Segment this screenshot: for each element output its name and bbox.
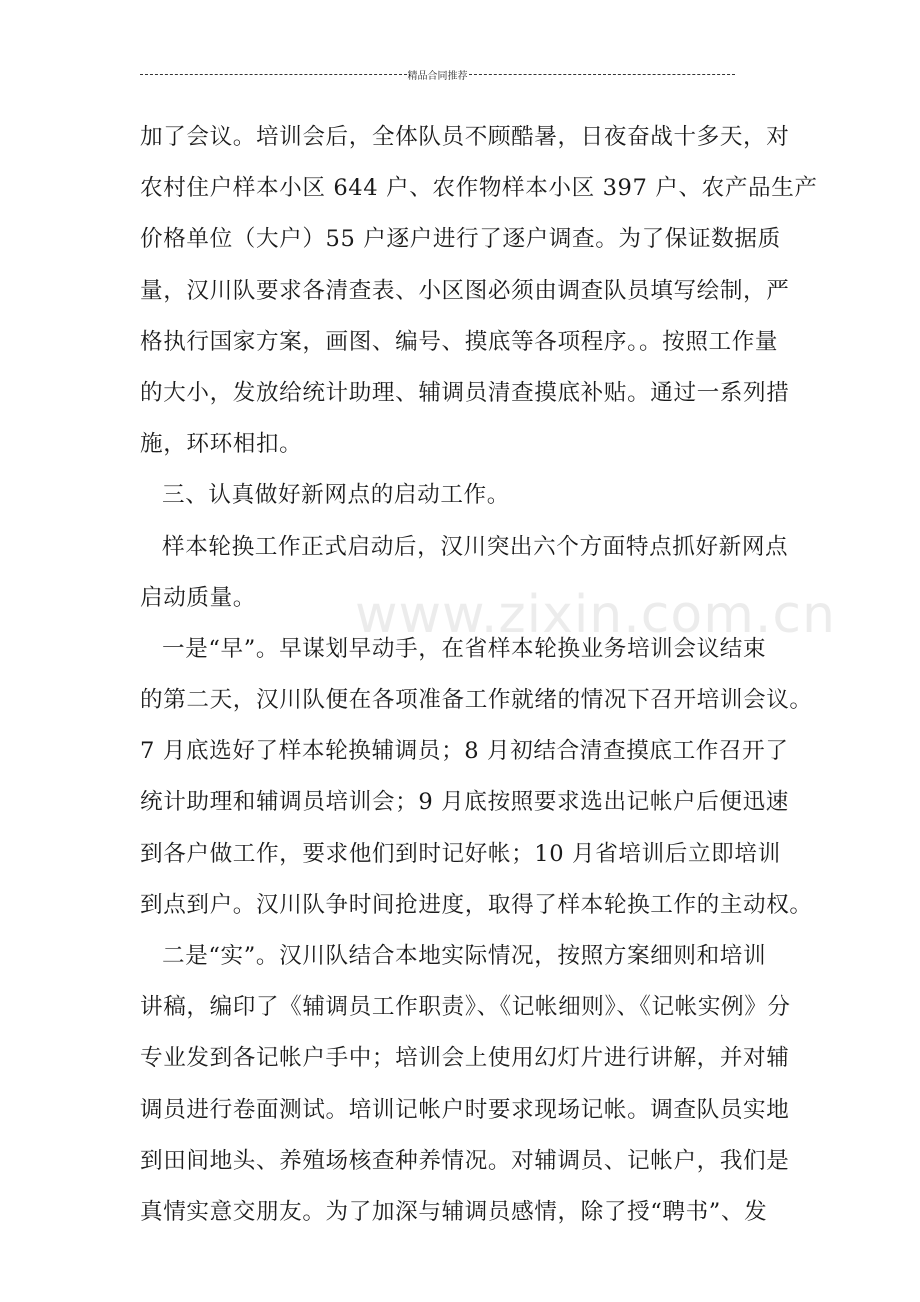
text-line: 价格单位（大户）55 户逐户进行了逐户调查。为了保证数据质: [140, 226, 781, 253]
text-line: 农村住户样本小区 644 户、农作物样本小区 397 户、农产品生产: [140, 175, 818, 202]
text-line: 量，汉川队要求各清查表、小区图必须由调查队员填写绘制，严: [140, 277, 790, 304]
text-line: 三、认真做好新网点的启动工作。: [162, 482, 510, 509]
watermark: www.zixin.com.cn: [355, 585, 836, 645]
text-line: 启动质量。: [140, 584, 256, 611]
text-line: 真情实意交朋友。为了加深与辅调员感情，除了授“聘书”、发: [140, 1198, 768, 1225]
text-line: 调员进行卷面测试。培训记帐户时要求现场记帐。调查队员实地: [140, 1096, 790, 1123]
text-line: 施，环环相扣。: [140, 431, 303, 458]
text-line: 专业发到各记帐户手中；培训会上使用幻灯片进行讲解，并对辅: [140, 1045, 790, 1072]
text-line: 二是“实”。汉川队结合本地实际情况，按照方案细则和培训: [162, 943, 767, 969]
header-dash-left: [140, 74, 407, 75]
text-line: 样本轮换工作正式启动后，汉川突出六个方面特点抓好新网点: [162, 533, 789, 560]
text-line: 格执行国家方案，画图、编号、摸底等各项程序。。按照工作量: [140, 328, 779, 355]
text-line: 到各户做工作，要求他们到时记好帐；10 月省培训后立即培训: [140, 840, 781, 867]
text-line: 加了会议。培训会后，全体队员不顾酷暑，日夜奋战十多天，对: [140, 124, 790, 150]
text-line: 一是“早”。早谋划早动手，在省样本轮换业务培训会议结束: [162, 635, 767, 662]
text-line: 到田间地头、养殖场核查种养情况。对辅调员、记帐户，我们是: [140, 1147, 790, 1174]
document-body: [140, 112, 818, 1238]
text-line: 7 月底选好了样本轮换辅调员；8 月初结合清查摸底工作召开了: [140, 738, 789, 765]
text-line: 统计助理和辅调员培训会；9 月底按照要求选出记帐户后便迅速: [140, 789, 789, 816]
header-label: 精品合同推荐: [407, 70, 468, 82]
header-dash-right: [469, 74, 736, 75]
page-header: [140, 66, 735, 82]
text-line: 的第二天，汉川队便在各项准备工作就绪的情况下召开培训会议。: [140, 687, 813, 714]
text-line: 的大小，发放给统计助理、辅调员清查摸底补贴。通过一系列措: [140, 379, 790, 406]
text-line: 到点到户。汉川队争时间抢进度，取得了样本轮换工作的主动权。: [140, 891, 813, 918]
text-line: 讲稿，编印了《辅调员工作职责》、《记帐细则》、《记帐实例》分: [140, 994, 791, 1021]
